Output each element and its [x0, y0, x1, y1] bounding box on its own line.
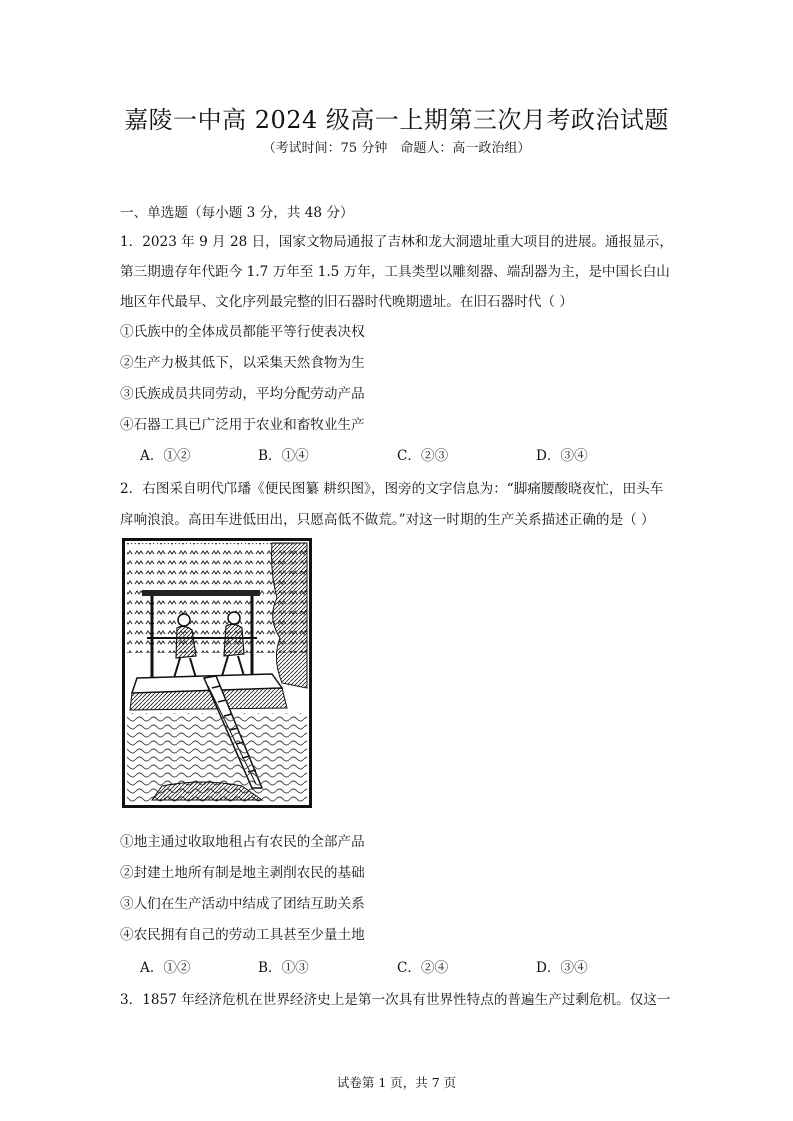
- q2-option-d[interactable]: D．③④: [536, 960, 588, 976]
- q2-statement: ②封建土地所有制是地主剥削农民的基础: [120, 865, 365, 881]
- q2-option-b[interactable]: B．①③: [258, 960, 309, 976]
- q1-statement: ①氏族中的全体成员都能平等行使表决权: [120, 324, 365, 340]
- q2-statement: ④农民拥有自己的劳动工具甚至少量土地: [120, 927, 365, 943]
- q1-stem-line: 地区年代最早、文化序列最完整的旧石器时代晚期遗址。在旧石器时代（ ）: [120, 294, 573, 310]
- q1-statement: ④石器工具已广泛用于农业和畜牧业生产: [120, 417, 365, 433]
- section-heading: 一、单选题（每小题 3 分，共 48 分）: [120, 205, 354, 221]
- q1-statement: ③氏族成员共同劳动，平均分配劳动产品: [120, 386, 365, 402]
- exam-info: （考试时间：75 分钟 命题人：高一政治组）: [262, 141, 531, 156]
- q2-option-a[interactable]: A．①②: [140, 960, 191, 976]
- page-title: 嘉陵一中高 2024 级高一上期第三次月考政治试题: [124, 106, 669, 134]
- q1-option-c[interactable]: C．②③: [397, 448, 449, 464]
- q2-stem-line: 戽响浪浪。高田车进低田出，只愿高低不做荒。”对这一时期的生产关系描述正确的是（ ）: [120, 512, 655, 528]
- q2-statement: ①地主通过收取地租占有农民的全部产品: [120, 834, 365, 850]
- q2-option-c[interactable]: C．②④: [397, 960, 449, 976]
- q1-option-d[interactable]: D．③④: [536, 448, 588, 464]
- q2-statement: ③人们在生产活动中结成了团结互助关系: [120, 896, 365, 912]
- q1-option-b[interactable]: B．①④: [258, 448, 309, 464]
- q3-stem-line: 3．1857 年经济危机在世界经济史上是第一次具有世界性特点的普遍生产过剩危机。仅这一: [120, 992, 671, 1008]
- woodblock-farming-illustration: [122, 538, 312, 808]
- q1-option-a[interactable]: A．①②: [140, 448, 191, 464]
- q1-stem-line: 1．2023 年 9 月 28 日，国家文物局通报了吉林和龙大洞遗址重大项目的进展。通报显示，: [120, 234, 673, 250]
- q1-statement: ②生产力极其低下，以采集天然食物为生: [120, 355, 365, 371]
- q1-stem-line: 第三期遗存年代距今 1.7 万年至 1.5 万年，工具类型以雕刻器、端刮器为主，是中国长白山: [120, 264, 670, 280]
- page-footer: 试卷第 1 页，共 7 页: [336, 1075, 457, 1090]
- q2-stem-line: 2．右图采自明代邝璠《便民图纂 耕织图》，图旁的文字信息为：“脚痛腰酸晓夜忙，田头车: [120, 481, 664, 497]
